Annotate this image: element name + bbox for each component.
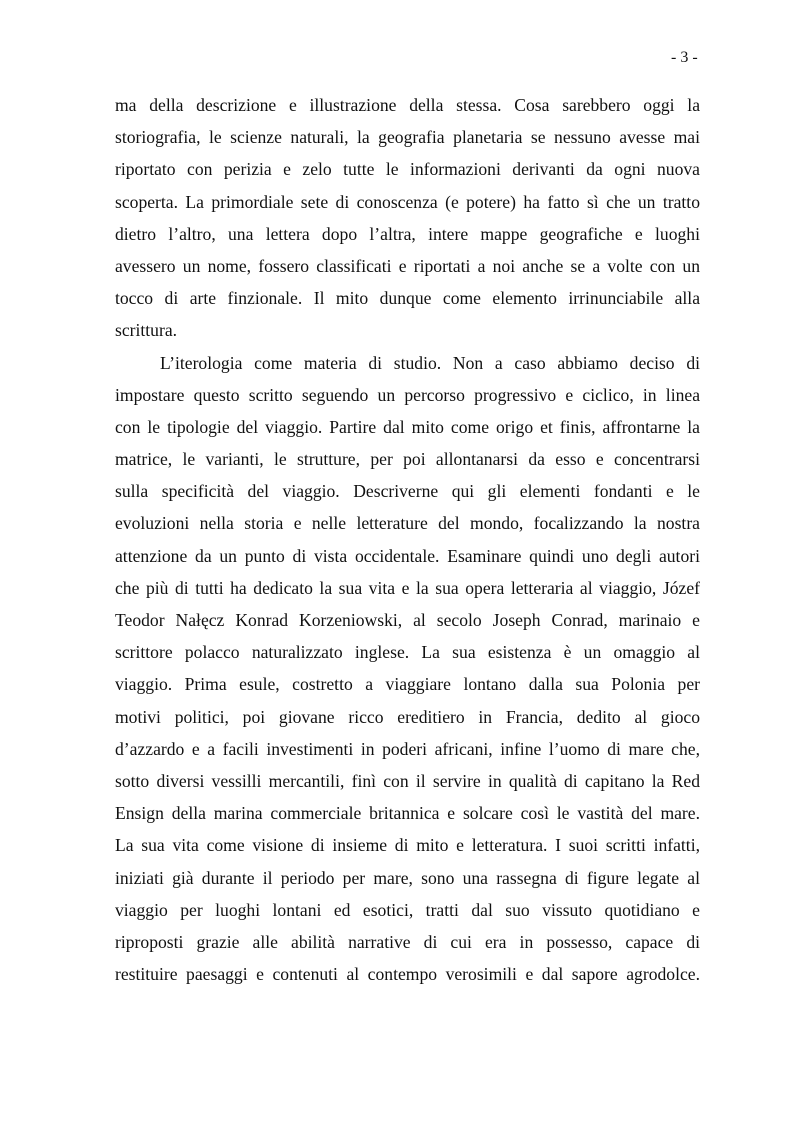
text-line: impostare questo scritto seguendo un percorso progressivo e ciclico, in linea [115, 384, 700, 405]
text-line: Teodor Nałęcz Konrad Korzeniowski, al secolo Joseph Conrad, marinaio e [115, 610, 700, 630]
paragraph-start-line: L’iterologia come materia di studio. Non a caso abbiamo deciso di [160, 352, 700, 373]
text-line: viaggio per luoghi lontani ed esotici, tratti dal suo vissuto quotidiano e [115, 899, 700, 920]
text-line: motivi politici, poi giovane ricco ereditiero in Francia, dedito al gioco [115, 706, 700, 727]
text-line: ma della descrizione e illustrazione della stessa. Cosa sarebbero oggi la [115, 95, 700, 115]
text-line: matrice, le varianti, le strutture, per poi allontanarsi da esso e concentrarsi [115, 449, 700, 470]
text-line: evoluzioni nella storia e nelle letterature del mondo, focalizzando la nostra [115, 513, 700, 534]
text-line: sulla specificità del viaggio. Descriverne qui gli elementi fondanti e le [115, 481, 700, 502]
page-number: - 3 - [671, 49, 698, 66]
text-line: sotto diversi vessilli mercantili, finì con il servire in qualità di capitano la Red [115, 770, 700, 791]
text-line: riproposti grazie alle abilità narrative di cui era in possesso, capace di [115, 931, 700, 952]
text-line: viaggio. Prima esule, costretto a viaggiare lontano dalla sua Polonia per [115, 674, 700, 695]
text-line: riportato con perizia e zelo tutte le informazioni derivanti da ogni nuova [115, 159, 700, 180]
text-line: con le tipologie del viaggio. Partire dal mito come origo et finis, affrontarne la [115, 416, 700, 437]
text-line: scoperta. La primordiale sete di conoscenza (e potere) ha fatto sì che un tratto [115, 191, 700, 212]
text-line: che più di tutti ha dedicato la sua vita e la sua opera letteraria al viaggio, Józef [115, 577, 700, 598]
text-line: storiografia, le scienze naturali, la geografia planetaria se nessuno avesse mai [115, 127, 700, 148]
text-line: attenzione da un punto di vista occidentale. Esaminare quindi uno degli autori [115, 545, 700, 566]
text-line: dietro l’altro, una lettera dopo l’altra, intere mappe geografiche e luoghi [115, 223, 700, 244]
text-line: restituire paesaggi e contenuti al contempo verosimili e dal sapore agrodolce. [115, 964, 700, 985]
text-line: Ensign della marina commerciale britannica e solcare così le vastità del mare. [115, 803, 700, 824]
body-text [115, 89, 700, 990]
text-line: La sua vita come visione di insieme di mito e letteratura. I suoi scritti infatti, [115, 835, 700, 856]
text-line: iniziati già durante il periodo per mare, sono una rassegna di figure legate al [115, 867, 700, 888]
text-line: avessero un nome, fossero classificati e riportati a noi anche se a volte con un [115, 255, 700, 276]
text-line: scrittura. [115, 320, 178, 341]
text-line: scrittore polacco naturalizzato inglese. La sua esistenza è un omaggio al [115, 642, 700, 663]
text-line: d’azzardo e a facili investimenti in poderi africani, infine l’uomo di mare che, [115, 738, 700, 759]
text-line: tocco di arte finzionale. Il mito dunque come elemento irrinunciabile alla [115, 288, 700, 309]
